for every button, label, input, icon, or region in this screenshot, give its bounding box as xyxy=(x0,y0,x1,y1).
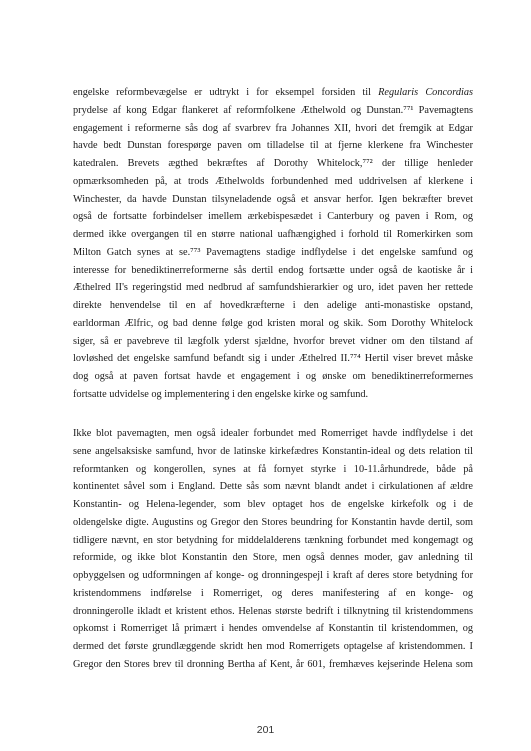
text-line: reformide, og ikke blot Konstantin den Store, men også dennes moder, gav anledning til xyxy=(73,552,473,564)
text-line: Milton Gatch synes at se.⁷⁷³ Pavemagtens stadige indflydelse i det engelske samfund og xyxy=(73,246,473,258)
text-line: prydelse af kong Edgar flankeret af reformfolkene Æthelwold og Dunstan.⁷⁷¹ Pavemagtens xyxy=(73,104,473,116)
italic-title: Regularis Concordias xyxy=(378,87,473,98)
text-line: dronningerolle ikladt et kristent ethos. Helenas største bedrift i tilknytning til kristendommens xyxy=(73,605,473,617)
text-line: Ikke blot pavemagten, men også idealer forbundet med Romerriget havde indflydelse i det xyxy=(73,428,473,439)
text-line xyxy=(73,84,473,102)
text-line: også de fortsatte forbindelser imellem ærkebispesædet i Canterbury og paven i Rom, og xyxy=(73,211,473,223)
text-line: opbyggelsen og udformningen af konge- og dronningespejl i kraft af deres store betydning for xyxy=(73,570,473,581)
text-line: opmærksomheden på, at trods Æthelwolds forbundenhed med uddrivelsen af klerkene i xyxy=(73,175,473,187)
text-line: opkomst i Romerriget lå primært i hendes omvendelse af Konstantin til kristendommen, og xyxy=(73,623,473,635)
text-line: engagement i reformerne sås dog af svarbrev fra Johannes XII, hvori det fremgik at Edgar xyxy=(73,122,473,134)
text-line: lovløshed det engelske samfund befandt sig i under Æthelred II.⁷⁷⁴ Hertil viser brevet måske xyxy=(73,353,473,365)
text-line: havde bedt Dunstan forespørge paven om tilladelse til at fjerne klerkene fra Winchester xyxy=(73,140,473,152)
text-line: direkte henvendelse til en af hovedkræfterne i den adelige anti-monastiske opstand, xyxy=(73,300,473,311)
text-run: engelske reformbevægelse er udtrykt i for eksempel forsiden til xyxy=(73,87,379,98)
text-line: siger, så er pavebreve til lægfolk yderst sjældne, hvorfor brevet vidner om den tilstand af xyxy=(73,335,473,347)
text-line: earldorman Ælfric, og bad denne følge god kristen moral og skik. Som Dorothy Whitelock xyxy=(73,317,473,329)
text-line: tidligere nævnt, en stor betydning for middelalderens tænkning forbundet med kongemagt og xyxy=(73,534,473,546)
paragraph-1 xyxy=(73,84,473,404)
text-line: interesse for benediktinerreformerne sås dertil endog fortsætte under også de kaotiske år i xyxy=(73,264,473,276)
text-line: sene angelsaksiske samfund, hvor de latinske kirkefædres Konstantin-ideal og dets relation til xyxy=(73,445,473,457)
page-number: 201 xyxy=(256,724,275,736)
text-line: fortsatte udvidelse og implementering i den engelske kirke og samfund. xyxy=(73,388,369,400)
text-line: dog også at paven fortsat havde et engagement i og ønske om benediktinerreformernes xyxy=(73,371,473,382)
text-line: Konstantin- og Helena-legender, som blev optaget hos de engelske kirkefolk og i de xyxy=(73,499,473,510)
text-line: katedralen. Brevets ægthed bekræftes af Dorothy Whitelock,⁷⁷² der tillige henleder xyxy=(73,158,473,169)
text-line: reformtanken og kongerollen, synes at få fornyet styrke i 10-11.århundrede, både på xyxy=(73,463,473,475)
text-line: dermed det første grundlæggende skridt hen mod Romerrigets optagelse af kristendommen. I xyxy=(73,641,473,652)
text-line: kontinentet såvel som i England. Dette sås som nævnt blandt andet i cirkulationen af ældre xyxy=(73,481,473,493)
text-line: Æthelred II's regeringstid med nedbrud af samfundshierarkier og uro, idet paven her rettede xyxy=(73,282,473,294)
text-line: kristendommens indførelse i Romerriget, og deres manifestering af en konge- og xyxy=(73,587,473,599)
paragraph-2 xyxy=(73,425,473,674)
text-line: Gregor den Stores brev til dronning Bertha af Kent, år 601, fremhæves kejserinde Helena som xyxy=(73,658,473,670)
text-line: dermed ikke overgangen til en større national uafhængighed i forhold til Romerkirken som xyxy=(73,229,473,240)
text-line: Winchester, da havde Dunstan tilsyneladende også et ansvar herfor. Igen bekræfter brevet xyxy=(73,193,473,205)
text-line: oldengelske digte. Augustins og Gregor den Stores beundring for Konstantin havde dertil, som xyxy=(73,516,473,528)
